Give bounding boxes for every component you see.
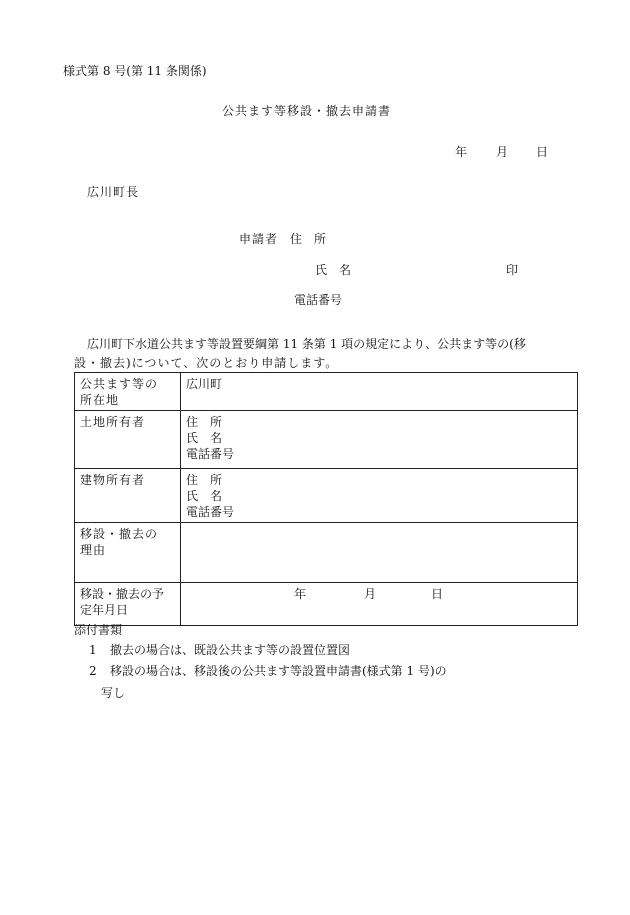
applicant-label: 申請者 — [239, 232, 279, 246]
location-value: 広川町 — [181, 373, 578, 411]
land-owner-label: 土地所有者 — [75, 411, 181, 469]
building-owner-address: 住 所 — [186, 473, 223, 487]
applicant-address-label: 住 所 — [290, 232, 327, 246]
building-owner-fields — [181, 469, 578, 523]
date-month: 月 — [496, 145, 509, 159]
attachment-item-1-number: 1 — [89, 643, 97, 657]
application-table — [74, 372, 578, 626]
attachment-item-2-continuation: 写し — [101, 686, 126, 700]
attachment-item-1-text: 撤去の場合は、既設公共ます等の設置位置図 — [110, 643, 351, 657]
document-title: 公共ます等移設・撤去申請書 — [222, 104, 392, 118]
land-owner-phone: 電話番号 — [186, 447, 235, 461]
scheduled-date-value — [181, 583, 578, 626]
table-row-land-owner — [75, 411, 578, 469]
recipient: 広川町長 — [87, 185, 140, 199]
building-owner-phone: 電話番号 — [186, 505, 235, 519]
table-row-scheduled-date — [75, 583, 578, 626]
table-row-building-owner — [75, 469, 578, 523]
land-owner-name: 氏 名 — [186, 431, 223, 445]
applicant-name-label: 氏 名 — [315, 263, 352, 277]
table-row-reason — [75, 523, 578, 583]
land-owner-fields — [181, 411, 578, 469]
attachments-heading: 添付書類 — [74, 623, 123, 637]
scheduled-date-label: 移設・撤去の予 定年月日 — [75, 583, 181, 626]
date-day: 日 — [536, 145, 549, 159]
form-number: 様式第 8 号(第 11 条関係) — [63, 64, 207, 78]
land-owner-address: 住 所 — [186, 415, 223, 429]
seal-mark: 印 — [506, 263, 519, 277]
building-owner-label: 建物所有者 — [75, 469, 181, 523]
table-row-location — [75, 373, 578, 411]
reason-value — [181, 523, 578, 583]
scheduled-day: 日 — [431, 587, 444, 601]
applicant-phone-label: 電話番号 — [294, 293, 343, 307]
date-year: 年 — [455, 145, 468, 159]
location-label: 公共ます等の 所在地 — [75, 373, 181, 411]
attachment-item-2-number: 2 — [89, 664, 97, 678]
scheduled-year: 年 — [294, 587, 307, 601]
building-owner-name: 氏 名 — [186, 489, 223, 503]
attachment-item-2-text: 移設の場合は、移設後の公共ます等設置申請書(様式第 1 号)の — [110, 664, 447, 678]
body-line-2: 設・撤去)について、次のとおり申請します。 — [74, 356, 339, 370]
body-line-1: 広川町下水道公共ます等設置要綱第 11 条第 1 項の規定により、公共ます等の(移 — [87, 337, 526, 351]
reason-label: 移設・撤去の 理由 — [75, 523, 181, 583]
scheduled-month: 月 — [364, 587, 377, 601]
